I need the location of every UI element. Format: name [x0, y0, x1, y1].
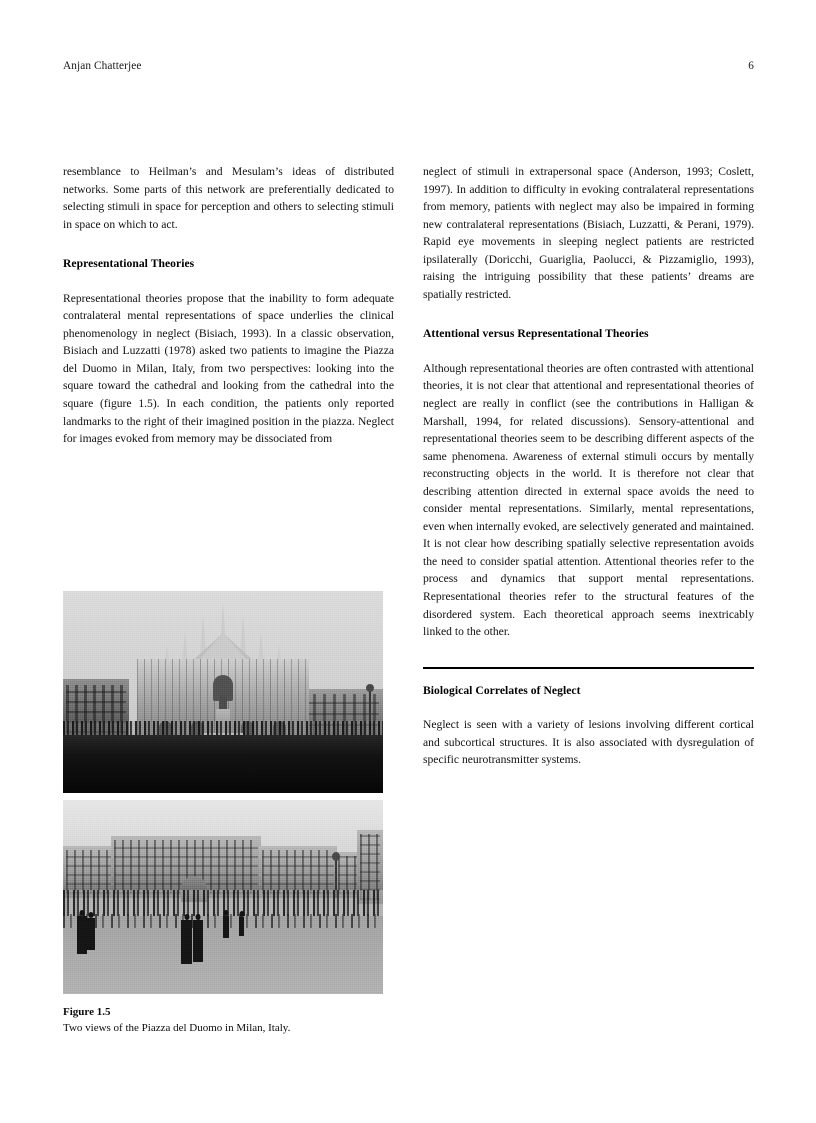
heading-representational-theories: Representational Theories — [63, 257, 195, 271]
plaza-pavement — [63, 735, 383, 793]
figure-caption — [63, 1005, 403, 1036]
person-figure — [181, 920, 192, 964]
paragraph: neglect of stimuli in extrapersonal space (Anderson, 1993; Coslett, 1997). In addition to difficulty in evoking contralateral representations from memory, patients with neglect may also be impaired in forming new contralateral representations (Bisiach, Luzzatti, & Perani, 1979). Rapid eye movements in sleeping neglect patients are restricted ipsilaterally (Doricchi, Guariglia, Paolucci, & Pizzamiglio, 1993), raising the intriguing possibility that these patients’ dreams are spatially restricted. — [423, 165, 754, 301]
running-head — [63, 60, 754, 72]
running-head-author: Anjan Chatterjee — [63, 60, 142, 72]
heading-attentional-versus-representational: Attentional versus Representational Theories — [423, 327, 649, 341]
paragraph: Although representational theories are often contrasted with attentional theories, it is not clear that attentional and representational theories of neglect are really in conflict (see the contributions in Halligan & Marshall, 1994, for related discussions). Sensory-attentional and representational theories seem to be describing different aspects of the same phenomena. Awareness of external stimuli occurs by mentally reconstructing objects in the world. It is therefore not clear that describing attention directed in external space avoids the need to consider mental representations. Similarly, mental representations, even when internally evoked, are selectively generated and maintained. It is not clear how describing spatially selective representation avoids the need to consider spatial attention. Attentional theories refer to the process and dynamics that support mental representations. Representational theories refer to the structural features of the disordered system. Each theoretical approach seems inextricably linked to the other. — [423, 361, 754, 639]
heading-biological-correlates: Biological Correlates of Neglect — [423, 683, 581, 697]
person-figure — [87, 918, 95, 950]
person-figure — [239, 917, 244, 936]
section-divider-rule — [423, 667, 754, 669]
right-column — [423, 163, 754, 769]
person-figure — [223, 916, 229, 938]
photo-piazza-from-cathedral — [63, 800, 383, 994]
paragraph: Representational theories propose that the inability to form adequate contralateral mental representations of space underlies the clinical phenomenology in neglect (Bisiach, 1993). In a classic observation, Bisiach and Luzzatti (1978) asked two patients to imagine the Piazza del Duomo in Milan, Italy, from two perspectives: looking into the square toward the cathedral and looking from the cathedral into the square (figure 1.5). In each condition, the patients only reported landmarks to the right of their imagined position in the piazza. Neglect for images evoked from memory may be dissociated from — [63, 291, 394, 446]
paragraph: Neglect is seen with a variety of lesions involving different cortical and subcortical structures. It is also associated with dysregulation of specific neurotransmitter systems. — [423, 718, 754, 767]
photo-piazza-toward-cathedral — [63, 591, 383, 793]
page-number: 6 — [748, 60, 754, 72]
figure-caption-text: Two views of the Piazza del Duomo in Milan, Italy. — [63, 1021, 291, 1034]
person-figure — [193, 920, 203, 962]
person-figure — [77, 916, 87, 954]
figure-label: Figure 1.5 — [63, 1006, 111, 1018]
left-column — [63, 163, 394, 448]
figure-1-5 — [63, 591, 383, 994]
paragraph: resemblance to Heilman’s and Mesulam’s ideas of distributed networks. Some parts of this network are preferentially dedicated to selecting stimuli in space for perception and others to selecting stimuli in space on which to act. — [63, 165, 394, 231]
